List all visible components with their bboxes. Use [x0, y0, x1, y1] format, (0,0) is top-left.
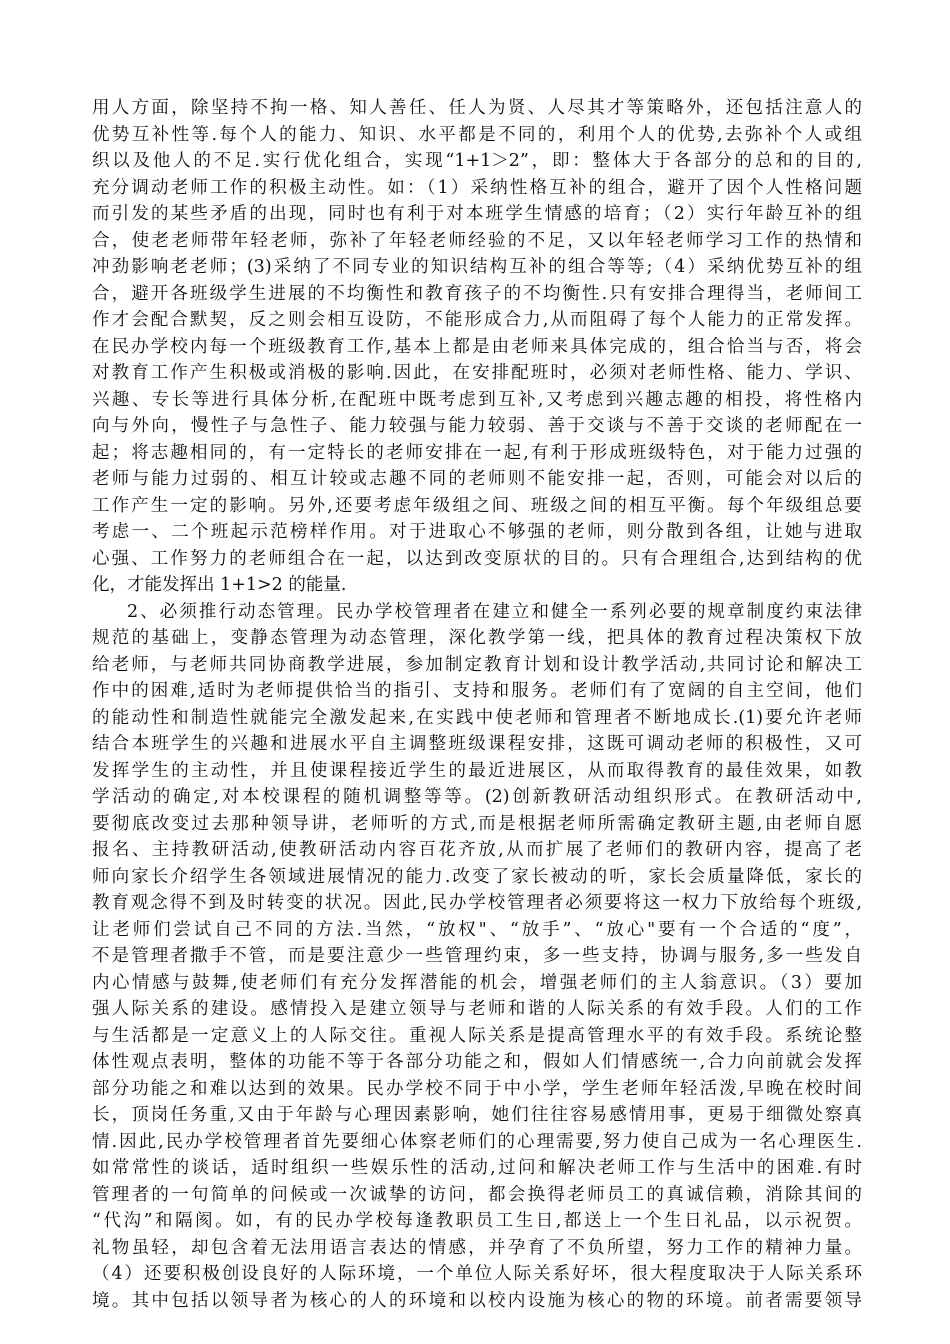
text-line: 不是管理者撒手不管，而是要注意少一些管理约束，多一些支持，协调与服务,多一些发自: [92, 946, 862, 966]
text-line: 发挥学生的主动性，并且使课程接近学生的最近进展区，从而取得教育的最佳效果，如教: [92, 760, 862, 781]
text-line: 对教育工作产生积极或消极的影响.因此，在安排配班时，必须对老师性格、能力、学识、: [92, 363, 862, 383]
text-line: 要彻底改变过去那种领导讲，老师听的方式,而是根据老师所需确定教研主题,由老师自愿: [92, 813, 862, 834]
text-line: “代沟”和隔阂。如，有的民办学校每逢教职员工生日,都送上一个生日礼品，以示祝贺。: [92, 1211, 862, 1231]
text-line: 合，避开各班级学生进展的不均衡性和教育孩子的不均衡性.只有安排合理得当，老师间工: [92, 283, 862, 304]
text-line: 用人方面，除坚持不拘一格、知人善任、任人为贤、人尽其才等策略外，还包括注意人的: [92, 98, 862, 118]
text-line: 教育观念得不到及时转变的状况。因此,民办学校管理者必须要将这一权力下放给每个班级,: [92, 893, 862, 913]
text-line: 的能动性和制造性就能完全激发起来,在实践中使老师和管理者不断地成长.(1)要允许老师: [92, 707, 862, 728]
text-line: 充分调动老师工作的积极主动性。如：（1）采纳性格互补的组合，避开了因个人性格问题: [92, 177, 862, 198]
text-line: 强人际关系的建设。感情投入是建立领导与老师和谐的人际关系的有效手段。人们的工作: [92, 999, 862, 1019]
text-line: 礼物虽轻，却包含着无法用语言表达的情感，并孕育了不负所望，努力工作的精神力量。: [92, 1237, 862, 1258]
text-line: 作中的困难,适时为老师提供恰当的指引、支持和服务。老师们有了宽阔的自主空间，他们: [92, 681, 862, 701]
text-line: 心强、工作努力的老师组合在一起，以达到改变原状的目的。只有合理组合,达到结构的优: [92, 548, 862, 569]
text-line: 冲劲影响老老师；(3)采纳了不同专业的知识结构互补的组合等等;（4）采纳优势互补的组: [92, 257, 862, 277]
text-line: 学活动的确定,对本校课程的随机调整等等。(2)创新教研活动组织形式。在教研活动中,: [92, 787, 862, 807]
text-line: 合，使老老师带年轻老师，弥补了年轻老师经验的不足，又以年轻老师学习工作的热情和: [92, 230, 862, 251]
text-line: 起；将志趣相同的，有一定特长的老师安排在一起,有利于形成班级特色，对于能力过强的: [92, 442, 862, 463]
text-line: 体性观点表明，整体的功能不等于各部分功能之和，假如人们情感统一,合力向前就会发挥: [92, 1052, 862, 1072]
text-line: 工作产生一定的影响。另外,还要考虑年级组之间、班级之间的相互平衡。每个年级组总要: [92, 495, 862, 516]
text-line: 报名、主持教研活动,使教研活动内容百花齐放,从而扩展了老师们的教研内容，提高了老: [92, 840, 862, 860]
text-line: 优势互补性等.每个人的能力、知识、水平都是不同的，利用个人的优势,去弥补个人或组: [92, 124, 862, 145]
text-line: 内心情感与鼓舞,使老师们有充分发挥潜能的机会，增强老师们的主人翁意识。（3）要加: [92, 972, 862, 993]
paragraph-end-line: 化，才能发挥出 1+1>2 的能量.: [92, 575, 347, 595]
text-line: 管理者的一句简单的问候或一次诚挚的访问，都会换得老师员工的真诚信赖，消除其间的: [92, 1184, 862, 1205]
text-line: 境。其中包括以领导者为核心的人的环境和以校内设施为核心的物的环境。前者需要领导: [92, 1290, 862, 1311]
text-line: （4）还要积极创设良好的人际环境，一个单位人际关系好坏，很大程度取决于人际关系环: [92, 1264, 862, 1284]
text-line: 给老师，与老师共同协商教学进展，参加制定教育计划和设计教学活动,共同讨论和解决工: [92, 654, 862, 675]
text-line: 长，顶岗任务重,又由于年龄与心理因素影响，她们往往容易感情用事，更易于细微处察真: [92, 1105, 862, 1125]
text-line: 老师与能力过弱的、相互计较或志趣不同的老师则不能安排一起，否则，可能会对以后的: [92, 469, 862, 489]
text-line: 兴趣、专长等进行具体分析,在配班中既考虑到互补,又考虑到兴趣志趣的相投，将性格内: [92, 389, 862, 410]
text-line: 织以及他人的不足.实行优化组合，实现“1+1＞2”，即：整体大于各部分的总和的目的,: [92, 151, 862, 171]
text-line: 与生活都是一定意义上的人际交往。重视人际关系是提高管理水平的有效手段。系统论整: [92, 1025, 862, 1046]
text-line: 部分功能之和难以达到的效果。民办学校不同于中小学，学生老师年轻活泼,早晚在校时间: [92, 1078, 862, 1099]
text-line: 规范的基础上，变静态管理为动态管理，深化教学第一线，把具体的教育过程决策权下放: [92, 628, 862, 648]
text-line: 在民办学校内每一个班级教育工作,基本上都是由老师来具体完成的，组合恰当与否，将会: [92, 336, 862, 357]
text-line: 情.因此,民办学校管理者首先要细心体察老师们的心理需要,努力使自己成为一名心理医生.: [92, 1131, 862, 1152]
paragraph-start-line: 2、必须推行动态管理。民办学校管理者在建立和健全一系列必要的规章制度约束法律: [127, 601, 862, 622]
text-line: 如常常性的谈话，适时组织一些娱乐性的活动,过问和解决老师工作与生活中的困难.有时: [92, 1158, 862, 1178]
text-line: 作才会配合默契，反之则会相互设防，不能形成合力,从而阻碍了每个人能力的正常发挥。: [92, 310, 862, 330]
text-line: 让老师们尝试自己不同的方法.当然，“放权"、“放手”、“放心"要有一个合适的“度”，: [92, 919, 862, 940]
text-line: 考虑一、二个班起示范榜样作用。对于进取心不够强的老师，则分散到各组，让她与进取: [92, 522, 862, 542]
text-line: 而引发的某些矛盾的出现，同时也有利于对本班学生情感的培育；（2）实行年龄互补的组: [92, 204, 862, 224]
text-line: 结合本班学生的兴趣和进展水平自主调整班级课程安排，这既可调动老师的积极性，又可: [92, 734, 862, 754]
text-line: 师向家长介绍学生各领域进展情况的能力.改变了家长被动的听，家长会质量降低，家长的: [92, 866, 862, 887]
text-line: 向与外向，慢性子与急性子、能力较强与能力较弱、善于交谈与不善于交谈的老师配在一: [92, 416, 862, 436]
body-text: [92, 95, 862, 1314]
